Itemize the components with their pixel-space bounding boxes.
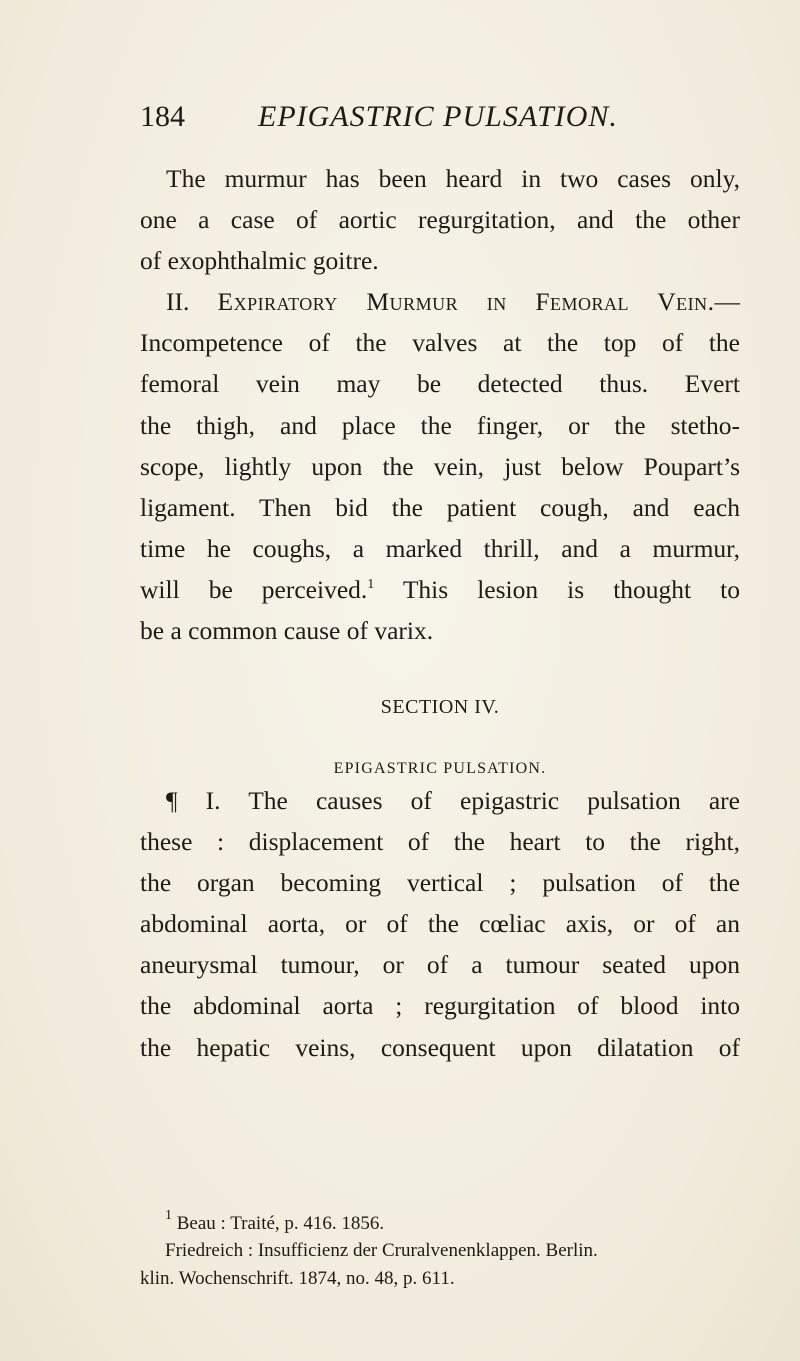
text-line: the organ becoming vertical ; pulsation of the	[140, 868, 740, 898]
body-text-lower	[140, 780, 740, 1068]
roman-numeral: II.	[166, 287, 218, 317]
page-number: 184	[140, 100, 185, 133]
text-line: the thigh, and place the finger, or the stetho-	[140, 410, 740, 440]
text-line: abdominal aorta, or of the cœliac axis, or of an	[140, 909, 740, 939]
text-line: one a case of aortic regurgitation, and the other	[140, 205, 740, 235]
footnote-text: Beau : Traité, p. 416. 1856.	[172, 1213, 385, 1234]
text-line: time he coughs, a marked thrill, and a murmur,	[140, 533, 740, 563]
text-line: be a common cause of varix.	[140, 616, 434, 646]
text-line: Incompetence of the valves at the top of the	[140, 328, 740, 358]
footnote-marker: 1	[367, 576, 375, 592]
page-header	[140, 100, 740, 140]
body-text-upper	[140, 158, 740, 651]
footnotes	[140, 1210, 740, 1292]
text-line: femoral vein may be detected thus. Evert	[140, 369, 740, 399]
text-line: aneurysmal tumour, or of a tumour seated upon	[140, 950, 740, 980]
text-fragment: This lesion is thought to	[374, 574, 740, 604]
footnote-line	[140, 1210, 740, 1237]
text-line: of exophthalmic goitre.	[140, 246, 379, 276]
section-title: SECTION IV.	[380, 696, 500, 718]
text-fragment: will be perceived.	[140, 574, 368, 604]
text-line: these : displacement of the heart to the right,	[140, 827, 740, 857]
footnote-line: Friedreich : Insufficienz der Cruralvenenklappen. Berlin.	[165, 1240, 598, 1262]
text-line: the abdominal aorta ; regurgitation of blood into	[140, 991, 740, 1021]
text-line: the hepatic veins, consequent upon dilatation of	[140, 1032, 740, 1062]
pilcrow-numeral: ¶ I.	[166, 786, 249, 815]
text-fragment: The causes of epigastric pulsation are	[248, 786, 740, 815]
text-line-with-footnote	[140, 569, 740, 610]
running-title: EPIGASTRIC PULSATION.	[258, 100, 618, 133]
text-line: scope, lightly upon the vein, just below Poupart’s	[140, 451, 740, 481]
footnote-marker: 1	[165, 1208, 172, 1223]
paragraph-heading: Expiratory Murmur in Femoral Vein.	[217, 287, 715, 317]
text-line: ligament. Then bid the patient cough, and each	[140, 492, 740, 522]
footnote-line: klin. Wochenschrift. 1874, no. 48, p. 611.	[140, 1267, 455, 1289]
paragraph-heading-line	[140, 281, 740, 322]
paragraph-first-line	[140, 780, 740, 821]
text-line: The murmur has been heard in two cases only,	[166, 164, 740, 193]
em-dash: —	[714, 287, 741, 317]
section-subtitle: EPIGASTRIC PULSATION.	[333, 760, 547, 777]
